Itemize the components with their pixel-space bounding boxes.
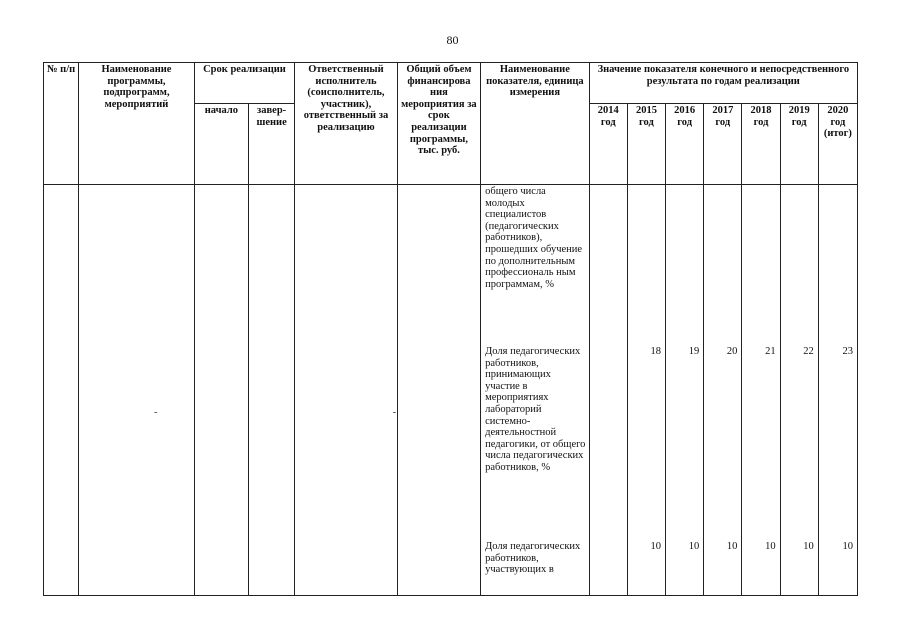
- body-start-cell: [194, 185, 248, 596]
- body-funding-cell: [392, 185, 480, 596]
- value: 23: [842, 346, 853, 357]
- body-name-cell: [79, 185, 195, 596]
- value-2019-cell: [780, 185, 818, 596]
- header-term-end: завер-шение: [249, 104, 295, 185]
- header-year-2019: 2019 год: [780, 104, 818, 185]
- value: 10: [803, 541, 814, 552]
- value: 10: [765, 541, 776, 552]
- body-num-cell: [44, 185, 79, 596]
- body-end-cell: [249, 185, 295, 596]
- value-2014-cell: [589, 185, 627, 596]
- header-year-2014: 2014 год: [589, 104, 627, 185]
- value: 10: [650, 541, 662, 552]
- value: 10: [842, 541, 853, 552]
- header-executor: Ответственный исполнитель (соисполнитель, участник), ответственный за реализацию: [295, 63, 398, 185]
- value: 18: [650, 346, 662, 357]
- dash-mark: -: [392, 407, 397, 418]
- value-2015-cell: [627, 185, 665, 596]
- indicator-text: Доля педагогических работников, принимающих участие в мероприятиях лабораторий системно-деятельностной педагогики, от общего числа педагогических работников, %: [485, 346, 586, 473]
- value: 10: [726, 541, 738, 552]
- header-values: Значение показателя конечного и непосредственного результата по годам реализации: [589, 63, 857, 104]
- header-funding: Общий объем финансирова ния мероприятия за срок реализации программы, тыс. руб.: [397, 63, 480, 185]
- program-table: [43, 62, 858, 596]
- header-year-2016: 2016 год: [666, 104, 704, 185]
- page-number: 80: [446, 33, 459, 47]
- dash-mark: -: [154, 407, 158, 418]
- value-2017-cell: [704, 185, 742, 596]
- value: 22: [803, 346, 814, 357]
- value: 10: [688, 541, 700, 552]
- body-indicator-cell: [481, 185, 590, 596]
- header-year-2018: 2018 год: [742, 104, 780, 185]
- value-2020-cell: [818, 185, 857, 596]
- header-year-2020: 2020 год (итог): [818, 104, 857, 185]
- header-num: № п/п: [44, 63, 79, 185]
- indicator-text: Доля педагогических работников, участвующих в: [485, 541, 581, 576]
- value-2018-cell: [742, 185, 780, 596]
- header-name: Наименование программы, подпрограмм, мероприятий: [79, 63, 195, 185]
- header-term: Срок реализации: [194, 63, 294, 104]
- indicator-text: общего числа молодых специалистов (педагогических работников), прошедших обучение по дополнительным профессиональ ным программам, %: [485, 186, 583, 290]
- value: 19: [688, 346, 700, 357]
- header-year-2017: 2017 год: [704, 104, 742, 185]
- body-executor-cell: [295, 185, 398, 596]
- header-term-start: начало: [194, 104, 248, 185]
- header-year-2015: 2015 год: [627, 104, 665, 185]
- value: 21: [765, 346, 776, 357]
- header-indicator: Наименование показателя, единица измерения: [481, 63, 590, 185]
- table-row: [44, 185, 858, 596]
- value-2016-cell: [666, 185, 704, 596]
- value: 20: [726, 346, 738, 357]
